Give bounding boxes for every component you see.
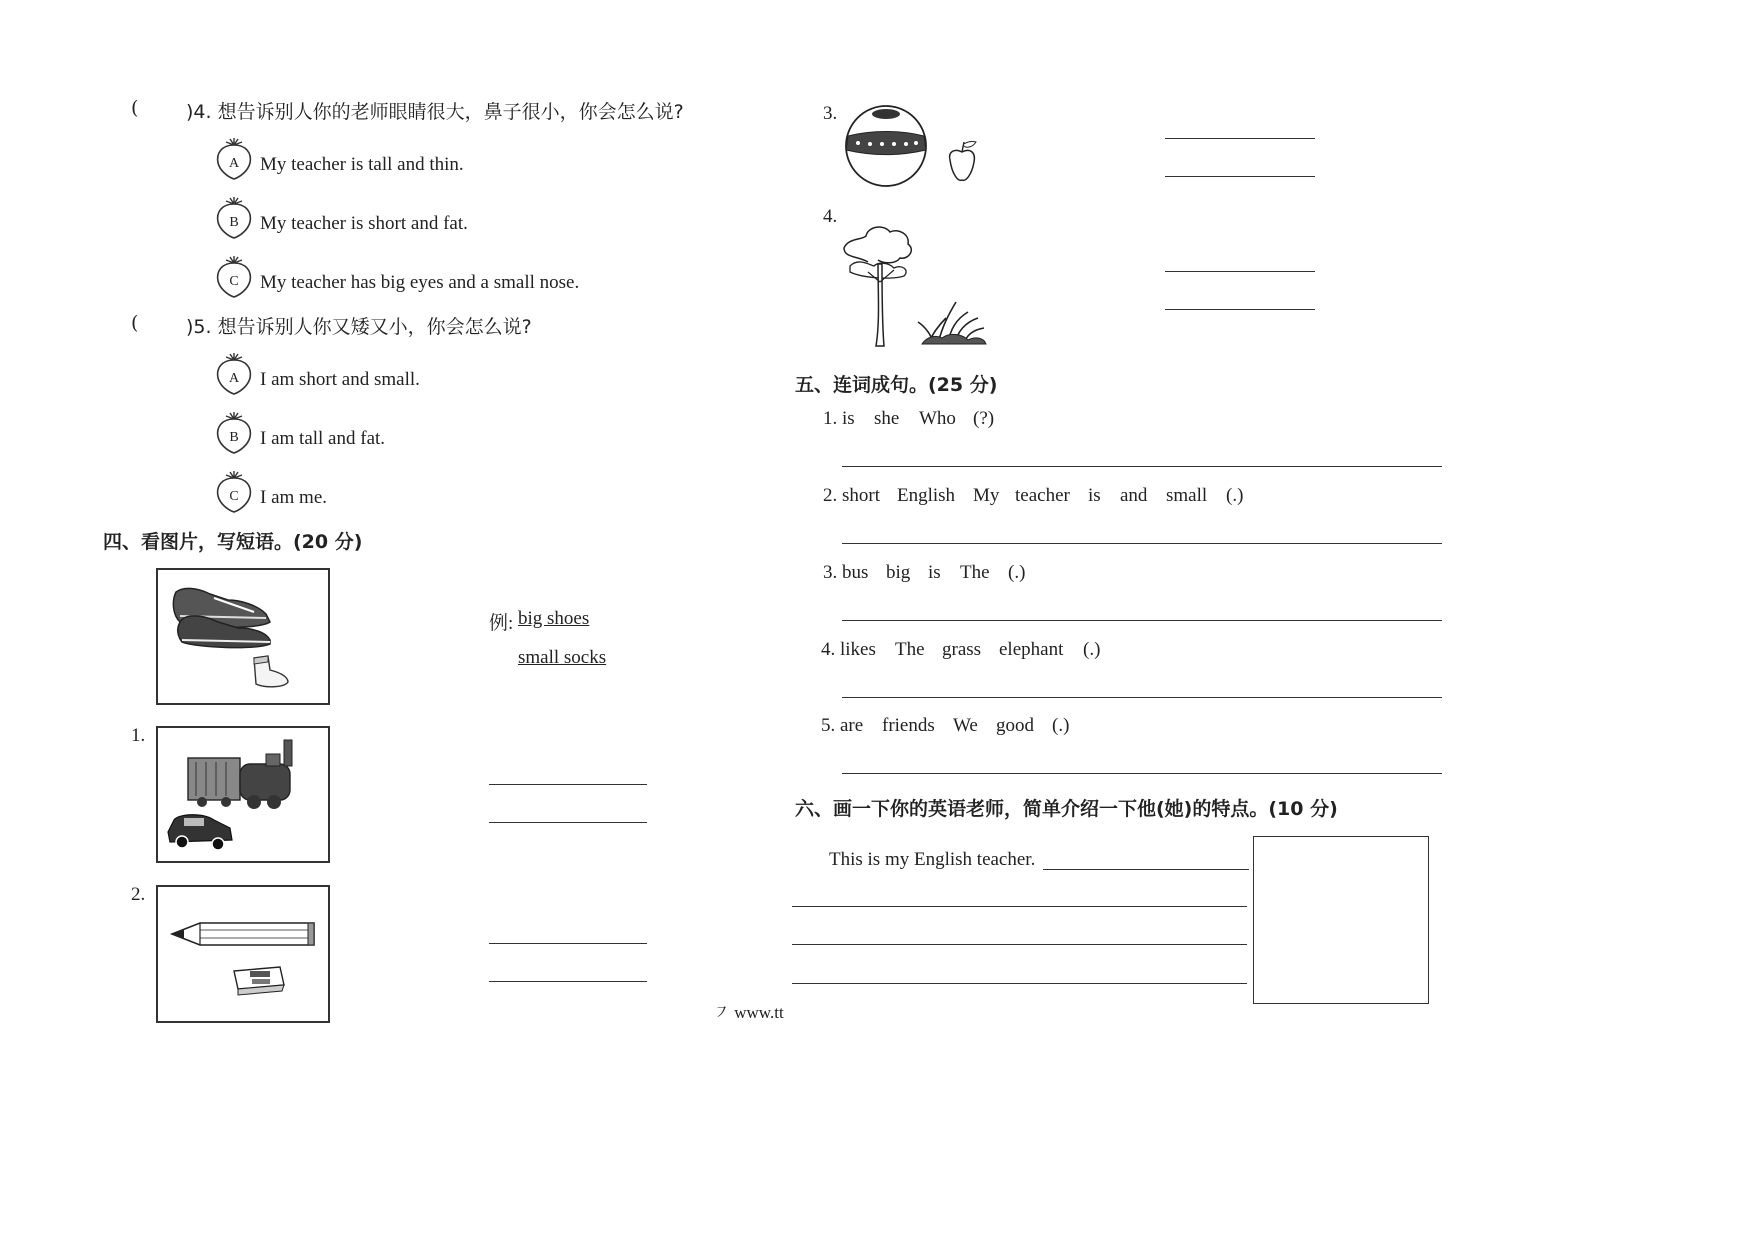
example-answer-2: small socks	[518, 647, 607, 668]
section6-title: 六、画一下你的英语老师，简单介绍一下他(她)的特点。(10 分)	[795, 798, 1338, 820]
q5-paren: (	[131, 312, 139, 334]
s5-item2-answer-line[interactable]	[842, 543, 1442, 544]
example-picture	[156, 568, 330, 705]
tree-grass-image	[838, 222, 998, 350]
q5-title: )5. 想告诉别人你又矮又小，你会怎么说?	[186, 316, 532, 338]
s5-item5-word: are	[840, 715, 864, 736]
s5-item5-num: 5.	[821, 715, 836, 736]
section4-item2-num: 2.	[131, 884, 146, 905]
s5-item5-word: (.)	[1052, 715, 1070, 736]
strawberry-icon	[212, 411, 256, 455]
s5-item4-word: likes	[840, 639, 876, 660]
s5-item3-word: big	[886, 562, 911, 583]
q5-option-b-text: I am tall and fat.	[260, 428, 386, 449]
example-answer-1: big shoes	[518, 608, 590, 629]
s5-item3-word: is	[928, 562, 941, 583]
s5-item5-word: We	[953, 715, 978, 736]
s5-item2-word: small	[1166, 485, 1208, 506]
item4-answer-line-2[interactable]	[1165, 309, 1315, 310]
item1-answer-line-2[interactable]	[489, 822, 647, 823]
item2-answer-line-2[interactable]	[489, 981, 647, 982]
s5-item3-word: The	[960, 562, 990, 583]
s5-item2-word: (.)	[1226, 485, 1244, 506]
s5-item2-word: English	[897, 485, 956, 506]
item3-answer-line-2[interactable]	[1165, 176, 1315, 177]
item4-answer-line-1[interactable]	[1165, 271, 1315, 272]
s5-item2-word: short	[842, 485, 880, 506]
q4-option-b[interactable]	[212, 196, 256, 244]
s5-item4-num: 4.	[821, 639, 836, 660]
s5-item5-answer-line[interactable]	[842, 773, 1442, 774]
s5-item1-word: (?)	[973, 408, 995, 429]
s5-item2-word: is	[1088, 485, 1101, 506]
section6-lead-text: This is my English teacher.	[829, 849, 1036, 870]
s5-item4-answer-line[interactable]	[842, 697, 1442, 698]
item1-picture	[156, 726, 330, 863]
s5-item2-word: My	[973, 485, 1000, 506]
q4-paren: (	[131, 97, 139, 119]
s5-item1-word: is	[842, 408, 855, 429]
section4-item3-num: 3.	[823, 103, 838, 124]
s5-item1-answer-line[interactable]	[842, 466, 1442, 467]
q4-option-a-text: My teacher is tall and thin.	[260, 154, 464, 175]
svg-text:A: A	[228, 156, 240, 171]
s5-item1-word: she	[874, 408, 900, 429]
section5-title: 五、连词成句。(25 分)	[795, 374, 998, 396]
svg-text:B: B	[229, 430, 239, 445]
s5-item1-num: 1.	[823, 408, 838, 429]
q4-option-b-text: My teacher is short and fat.	[260, 213, 468, 234]
q5-option-c-text: I am me.	[260, 487, 328, 508]
section4-title: 四、看图片，写短语。(20 分)	[103, 531, 363, 553]
pencil-eraser-image	[158, 887, 328, 1021]
q4-answer-blank[interactable]	[150, 97, 186, 119]
q4-option-a[interactable]	[212, 137, 256, 185]
strawberry-icon	[212, 470, 256, 514]
footer-glyph: ㇇	[713, 1003, 735, 1022]
q5-answer-blank[interactable]	[150, 312, 186, 334]
q5-option-b[interactable]	[212, 411, 256, 459]
q4-option-c-text: My teacher has big eyes and a small nose.	[260, 272, 580, 293]
s5-item3-word: bus	[842, 562, 869, 583]
s6-answer-line-1[interactable]	[1043, 869, 1249, 870]
strawberry-icon	[212, 352, 256, 396]
section4-item1-num: 1.	[131, 725, 146, 746]
s5-item2-word: and	[1120, 485, 1148, 506]
item2-answer-line-1[interactable]	[489, 943, 647, 944]
example-label: 例:	[489, 613, 514, 634]
s5-item5-word: good	[996, 715, 1034, 736]
section4-item4-num: 4.	[823, 206, 838, 227]
q4-option-c[interactable]	[212, 255, 256, 303]
q5-option-a-text: I am short and small.	[260, 369, 420, 390]
q5-option-a[interactable]	[212, 352, 256, 400]
s5-item4-word: grass	[942, 639, 982, 660]
shoes-socks-image	[158, 570, 328, 703]
s5-item4-word: The	[895, 639, 925, 660]
s5-item3-num: 3.	[823, 562, 838, 583]
strawberry-icon	[212, 196, 256, 240]
item1-answer-line-1[interactable]	[489, 784, 647, 785]
s5-item1-word: Who	[919, 408, 956, 429]
svg-text:B: B	[229, 215, 239, 230]
ball-apple-image	[842, 104, 1002, 188]
s5-item4-word: (.)	[1083, 639, 1101, 660]
s6-answer-line-4[interactable]	[792, 983, 1247, 984]
s5-item3-answer-line[interactable]	[842, 620, 1442, 621]
s6-answer-line-3[interactable]	[792, 944, 1247, 945]
footer-text: www.tt	[734, 1003, 784, 1022]
footer-mark	[713, 998, 784, 1023]
s6-answer-line-2[interactable]	[792, 906, 1247, 907]
s5-item3-word: (.)	[1008, 562, 1026, 583]
s5-item2-word: teacher	[1015, 485, 1070, 506]
item3-answer-line-1[interactable]	[1165, 138, 1315, 139]
strawberry-icon	[212, 255, 256, 299]
item2-picture	[156, 885, 330, 1023]
train-car-image	[158, 728, 328, 861]
s5-item2-num: 2.	[823, 485, 838, 506]
drawing-box[interactable]	[1253, 836, 1429, 1004]
q4-title: )4. 想告诉别人你的老师眼睛很大，鼻子很小，你会怎么说?	[186, 101, 684, 123]
strawberry-icon	[212, 137, 256, 181]
s5-item5-word: friends	[882, 715, 935, 736]
svg-text:A: A	[228, 371, 240, 386]
svg-text:C: C	[229, 274, 239, 289]
tree-grass-picture	[838, 222, 998, 354]
ball-apple-picture	[842, 104, 1002, 192]
s5-item4-word: elephant	[999, 639, 1064, 660]
svg-text:C: C	[229, 489, 239, 504]
q5-option-c[interactable]	[212, 470, 256, 518]
